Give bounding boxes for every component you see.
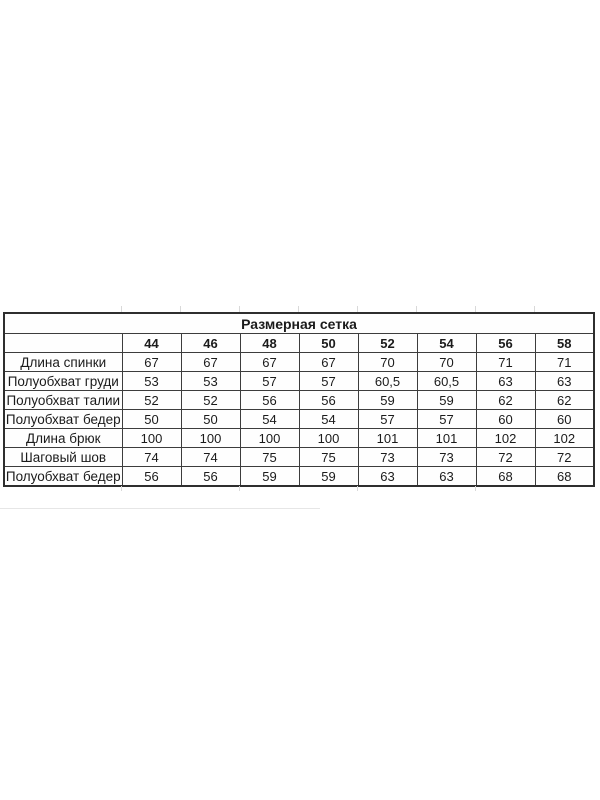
table-body xyxy=(4,353,594,487)
measurement-value: 72 xyxy=(476,448,535,467)
measurement-value: 60,5 xyxy=(358,372,417,391)
size-column-header: 56 xyxy=(476,334,535,353)
measurement-value: 101 xyxy=(358,429,417,448)
measurement-value: 53 xyxy=(122,372,181,391)
measurement-value: 100 xyxy=(240,429,299,448)
measurement-value: 57 xyxy=(417,410,476,429)
size-chart-table xyxy=(3,312,595,487)
table-row xyxy=(4,410,594,429)
table-row xyxy=(4,448,594,467)
gridline-artifact xyxy=(357,486,358,491)
measurement-value: 102 xyxy=(535,429,594,448)
measurement-value: 50 xyxy=(181,410,240,429)
measurement-value: 59 xyxy=(299,467,358,487)
gridline-artifact xyxy=(121,486,122,491)
measurement-value: 63 xyxy=(417,467,476,487)
measurement-value: 100 xyxy=(181,429,240,448)
table-row xyxy=(4,391,594,410)
measurement-value: 71 xyxy=(476,353,535,372)
measurement-label: Полуобхват бедер xyxy=(5,411,121,427)
measurement-value: 60 xyxy=(476,410,535,429)
measurement-label: Длина спинки xyxy=(4,353,122,372)
measurement-value: 67 xyxy=(181,353,240,372)
measurement-value: 56 xyxy=(240,391,299,410)
measurement-value: 73 xyxy=(358,448,417,467)
measurement-value: 75 xyxy=(240,448,299,467)
measurement-value: 56 xyxy=(299,391,358,410)
measurement-value: 67 xyxy=(299,353,358,372)
measurement-value: 59 xyxy=(417,391,476,410)
measurement-label: Полуобхват бедер xyxy=(4,467,122,487)
measurement-value: 62 xyxy=(535,391,594,410)
measurement-value: 63 xyxy=(476,372,535,391)
measurement-value: 100 xyxy=(299,429,358,448)
measurement-value: 63 xyxy=(535,372,594,391)
table-title-row xyxy=(4,313,594,334)
measurement-value: 102 xyxy=(476,429,535,448)
measurement-value: 74 xyxy=(181,448,240,467)
measurement-value: 59 xyxy=(240,467,299,487)
measurement-value: 57 xyxy=(240,372,299,391)
measurement-value: 74 xyxy=(122,448,181,467)
measurement-value: 68 xyxy=(476,467,535,487)
measurement-value: 52 xyxy=(181,391,240,410)
gridline-artifact xyxy=(0,508,320,509)
measurement-label: Длина брюк xyxy=(4,429,122,448)
size-column-header: 46 xyxy=(181,334,240,353)
empty-corner-cell xyxy=(4,334,122,353)
measurement-value: 57 xyxy=(299,372,358,391)
size-column-header: 54 xyxy=(417,334,476,353)
measurement-value: 67 xyxy=(240,353,299,372)
measurement-value: 56 xyxy=(122,467,181,487)
measurement-value: 53 xyxy=(181,372,240,391)
measurement-label: Полуобхват талии xyxy=(4,391,122,410)
measurement-value: 70 xyxy=(417,353,476,372)
measurement-value: 56 xyxy=(181,467,240,487)
table-row xyxy=(4,429,594,448)
measurement-value: 60,5 xyxy=(417,372,476,391)
table-row xyxy=(4,467,594,487)
measurement-value: 57 xyxy=(358,410,417,429)
table-row xyxy=(4,372,594,391)
size-column-header: 52 xyxy=(358,334,417,353)
measurement-label: Полуобхват груди xyxy=(4,372,122,391)
measurement-value: 62 xyxy=(476,391,535,410)
measurement-value: 60 xyxy=(535,410,594,429)
size-column-header: 58 xyxy=(535,334,594,353)
size-header-row xyxy=(4,334,594,353)
measurement-value: 54 xyxy=(299,410,358,429)
measurement-value: 70 xyxy=(358,353,417,372)
size-column-header: 48 xyxy=(240,334,299,353)
measurement-value: 63 xyxy=(358,467,417,487)
measurement-value: 75 xyxy=(299,448,358,467)
size-column-header: 44 xyxy=(122,334,181,353)
measurement-label: Шаговый шов xyxy=(4,448,122,467)
table-row xyxy=(4,353,594,372)
measurement-value: 52 xyxy=(122,391,181,410)
measurement-value: 54 xyxy=(240,410,299,429)
table-title: Размерная сетка xyxy=(4,313,594,334)
measurement-value: 72 xyxy=(535,448,594,467)
measurement-value: 100 xyxy=(122,429,181,448)
measurement-value: 50 xyxy=(122,410,181,429)
gridline-artifact xyxy=(475,486,476,491)
measurement-value: 101 xyxy=(417,429,476,448)
gridline-artifact xyxy=(239,486,240,491)
measurement-value: 71 xyxy=(535,353,594,372)
measurement-value: 67 xyxy=(122,353,181,372)
measurement-value: 59 xyxy=(358,391,417,410)
measurement-value: 73 xyxy=(417,448,476,467)
size-column-header: 50 xyxy=(299,334,358,353)
measurement-value: 68 xyxy=(535,467,594,487)
